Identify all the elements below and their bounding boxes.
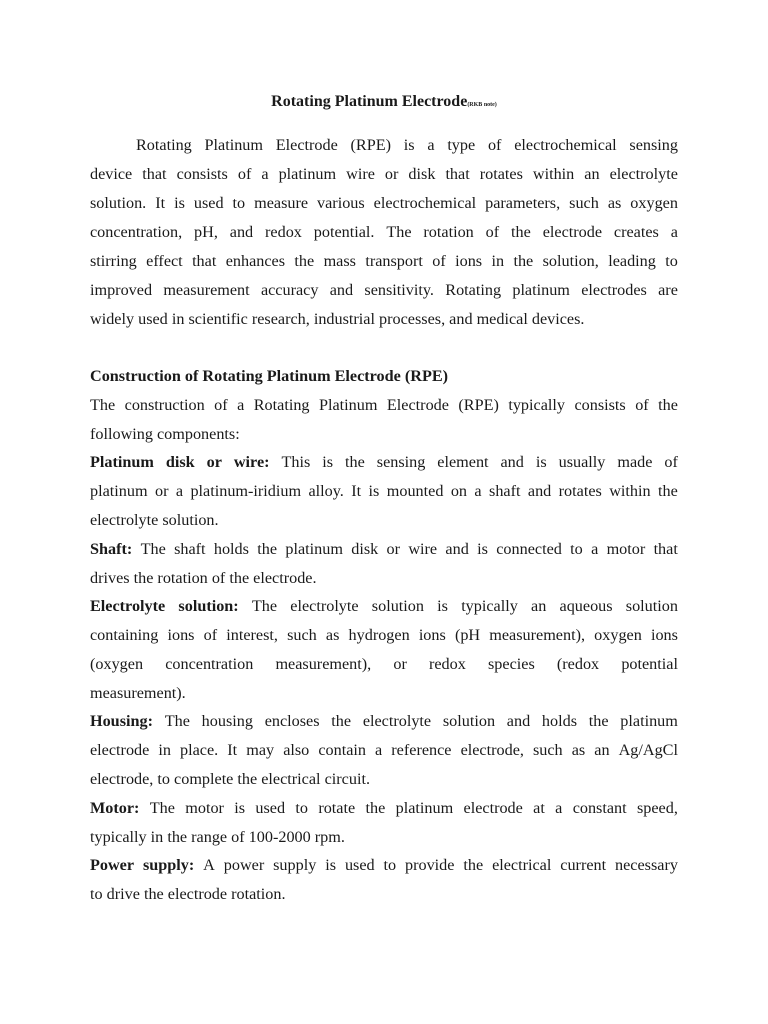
component-line: Power supply: A power supply is used to provide the electrical current necessary	[90, 856, 678, 874]
construction-intro-line: The construction of a Rotating Platinum Electrode (RPE) typically consists of the	[90, 396, 678, 414]
component-line: to drive the electrode rotation.	[90, 885, 286, 903]
intro-line: widely used in scientific research, industrial processes, and medical devices.	[90, 310, 585, 328]
intro-line: solution. It is used to measure various electrochemical parameters, such as oxygen	[90, 194, 678, 212]
intro-line: concentration, pH, and redox potential. The rotation of the electrode creates a	[90, 223, 678, 241]
component-line: Housing: The housing encloses the electrolyte solution and holds the platinum	[90, 712, 678, 730]
construction-intro-line: following components:	[90, 425, 240, 443]
component-line: (oxygen concentration measurement), or redox species (redox potential	[90, 655, 678, 673]
component-line: drives the rotation of the electrode.	[90, 569, 317, 587]
component-line: electrode in place. It may also contain a reference electrode, such as an Ag/AgCl	[90, 741, 678, 759]
section-heading: Construction of Rotating Platinum Electrode (RPE)	[90, 367, 449, 385]
component-line: measurement).	[90, 684, 186, 702]
intro-line: device that consists of a platinum wire or disk that rotates within an electrolyte	[90, 165, 678, 183]
component-line: Electrolyte solution: The electrolyte solution is typically an aqueous solution	[90, 597, 678, 615]
component-line: Platinum disk or wire: This is the sensing element and is usually made of	[90, 453, 678, 471]
component-line: platinum or a platinum-iridium alloy. It is mounted on a shaft and rotates within the	[90, 482, 678, 500]
component-line: Shaft: The shaft holds the platinum disk or wire and is connected to a motor that	[90, 540, 678, 558]
component-line: Motor: The motor is used to rotate the platinum electrode at a constant speed,	[90, 799, 678, 817]
intro-line: stirring effect that enhances the mass transport of ions in the solution, leading to	[90, 252, 678, 270]
document-title	[0, 92, 768, 115]
intro-line: improved measurement accuracy and sensitivity. Rotating platinum electrodes are	[90, 281, 678, 299]
title-text: Rotating Platinum Electrode	[271, 93, 468, 110]
title-note: (RKB note)	[467, 102, 497, 108]
component-line: containing ions of interest, such as hydrogen ions (pH measurement), oxygen ions	[90, 626, 678, 644]
intro-line: Rotating Platinum Electrode (RPE) is a type of electrochemical sensing	[136, 136, 678, 154]
component-line: electrolyte solution.	[90, 511, 219, 529]
component-line: typically in the range of 100-2000 rpm.	[90, 828, 345, 846]
component-line: electrode, to complete the electrical circuit.	[90, 770, 370, 788]
